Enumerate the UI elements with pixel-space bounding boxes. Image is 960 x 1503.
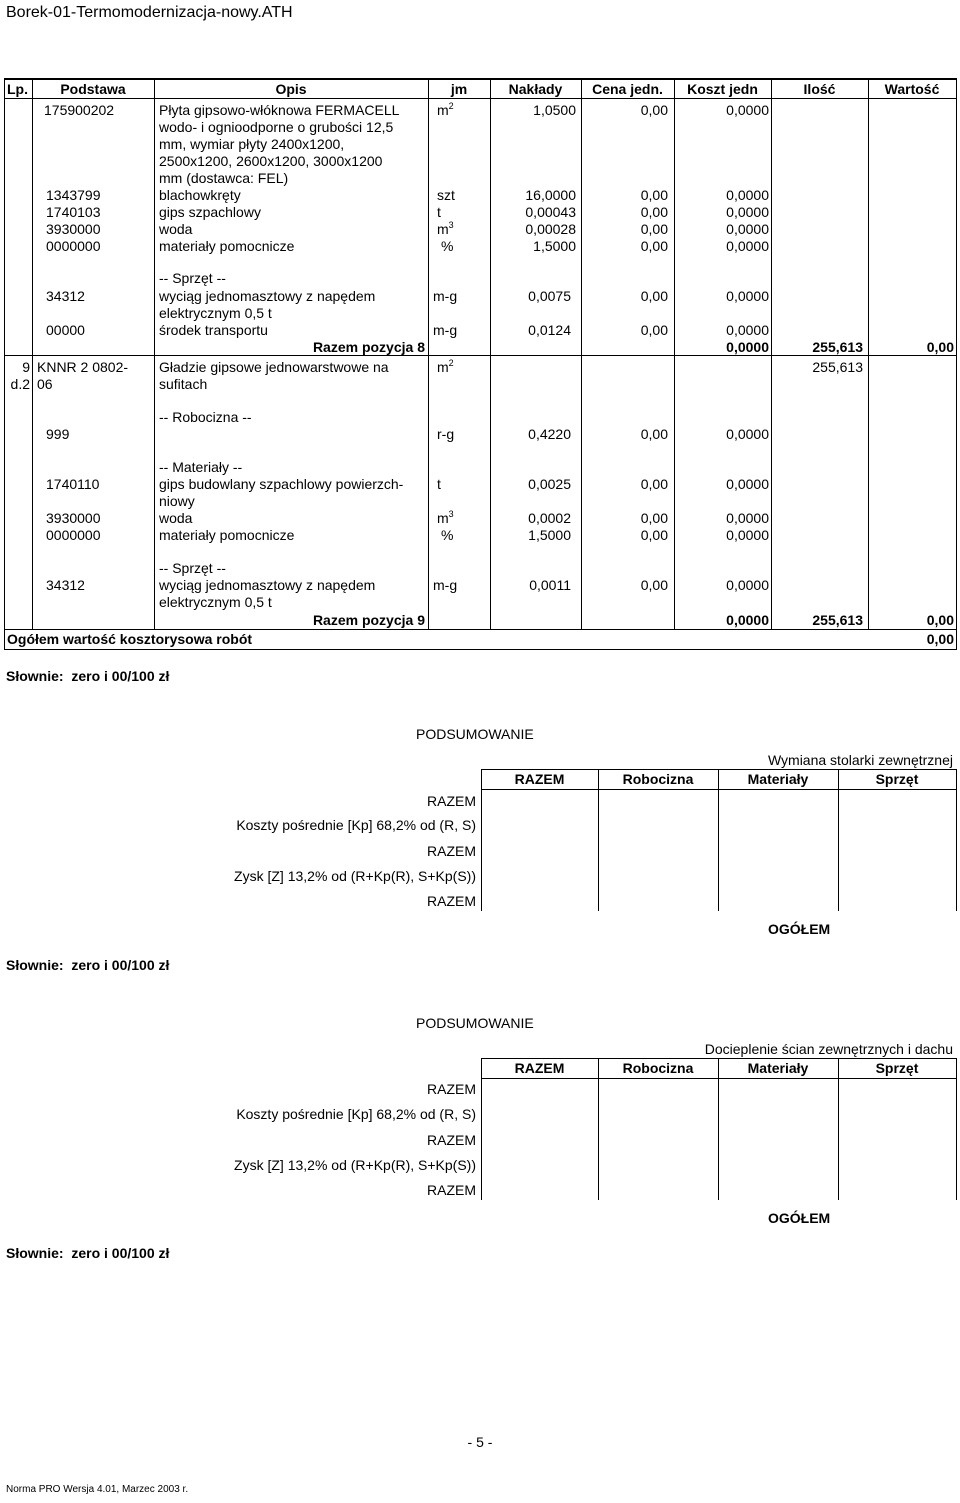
table-row-naklady: 0,0025 (528, 476, 571, 492)
table-row-code: 0000000 (46, 527, 101, 543)
table-row-desc: elektrycznym 0,5 t (159, 305, 272, 321)
table-row-koszt: 0,0000 (726, 527, 769, 543)
summary-row-label: RAZEM (427, 1182, 476, 1198)
summary-ogolem: OGÓŁEM (768, 921, 831, 937)
table-row-koszt: 0,0000 (726, 204, 769, 220)
header-wartosc: Wartość (884, 81, 940, 97)
summary-section-name: Docieplenie ścian zewnętrznych i dachu (704, 1041, 953, 1057)
grand-total-label: Ogółem wartość kosztorysowa robót (7, 631, 253, 647)
table-row-koszt: 0,0000 (726, 187, 769, 203)
table-row-desc: woda (159, 510, 193, 526)
table-row-jm: % (441, 527, 454, 543)
summary-col-sprzet: Sprzęt (875, 1060, 919, 1076)
table-row-desc: mm, wymiar płyty 2400x1200, (159, 136, 345, 152)
summary-row-label: Zysk [Z] 13,2% od (R+Kp(R), S+Kp(S)) (234, 1157, 476, 1173)
table-row-cena: 0,00 (640, 238, 668, 254)
header-ilosc: Ilość (803, 81, 836, 97)
grand-total-value: 0,00 (926, 631, 954, 647)
summary-title: PODSUMOWANIE (416, 726, 534, 742)
summary-col-sprzet: Sprzęt (875, 771, 919, 787)
slownie-line (6, 957, 169, 974)
table-row-desc: niowy (159, 493, 195, 509)
summary-title: PODSUMOWANIE (416, 1015, 534, 1031)
table-row-koszt: 0,0000 (726, 238, 769, 254)
total-wartosc-pos9: 0,00 (926, 612, 954, 628)
table-row-desc: 2500x1200, 2600x1200, 3000x1200 (159, 153, 383, 169)
document-title: Borek-01-Termomodernizacja-nowy.ATH (6, 4, 293, 21)
summary-row-label: RAZEM (427, 843, 476, 859)
table-row-cena: 0,00 (640, 187, 668, 203)
lp-number: 9 (22, 359, 30, 375)
table-row-cena: 0,00 (640, 510, 668, 526)
table-row-cena: 0,00 (640, 426, 668, 442)
position-jm: $m^2$ (437, 358, 454, 375)
summary-section-name: Wymiana stolarki zewnętrznej (767, 752, 953, 768)
table-row-jm: m-g (433, 577, 458, 593)
header-opis: Opis (275, 81, 307, 97)
table-row-desc: mm (dostawca: FEL) (159, 170, 289, 186)
lp-detail: d.2 (10, 376, 30, 392)
total-koszt-pos9: 0,0000 (726, 612, 769, 628)
table-row-koszt: 0,0000 (726, 288, 769, 304)
table-row-naklady: 0,0011 (529, 577, 571, 593)
slownie-label: Słownie: (6, 668, 64, 684)
table-row-naklady: 1,0500 (533, 102, 576, 118)
total-label-pos8: Razem pozycja 8 (312, 339, 425, 355)
table-row-desc: gips budowlany szpachlowy powierzch- (159, 476, 404, 492)
table-row-cena: 0,00 (640, 476, 668, 492)
total-ilosc-pos8: 255,613 (812, 339, 863, 355)
slownie-value: zero i 00/100 zł (71, 668, 170, 684)
table-row-code: 00000 (46, 322, 85, 338)
total-koszt-pos8: 0,0000 (726, 339, 769, 355)
table-row-jm: szt (437, 187, 455, 203)
table-row-koszt: 0,0000 (726, 577, 769, 593)
section-header-sprzet: -- Sprzęt -- (159, 270, 226, 286)
table-row-cena: 0,00 (640, 577, 668, 593)
position-desc: sufitach (159, 376, 208, 392)
software-footer: Norma PRO Wersja 4.01, Marzec 2003 r. (6, 1484, 189, 1495)
table-row-desc: środek transportu (159, 322, 268, 338)
slownie-label: Słownie: (6, 1245, 64, 1261)
table-row-cena: 0,00 (640, 204, 668, 220)
summary-col-materialy: Materiały (747, 1060, 809, 1076)
table-row-desc: materiały pomocnicze (159, 527, 295, 543)
table-row-desc: elektrycznym 0,5 t (159, 594, 272, 610)
header-naklady: Nakłady (508, 81, 563, 97)
table-row-koszt: 0,0000 (726, 322, 769, 338)
summary-row-label: RAZEM (427, 793, 476, 809)
header-cena-jedn: Cena jedn. (592, 81, 663, 97)
header-jm: jm (450, 81, 468, 97)
summary-col-razem: RAZEM (514, 1060, 565, 1076)
table-row-koszt: 0,0000 (726, 221, 769, 237)
table-row-naklady: 0,0075 (528, 288, 571, 304)
section-header-robocizna: -- Robocizna -- (159, 409, 252, 425)
table-row-naklady: 16,0000 (525, 187, 576, 203)
podstawa-code: KNNR 2 0802- (37, 359, 129, 375)
table-row-desc: gips szpachlowy (159, 204, 261, 220)
table-row-jm: r-g (437, 426, 455, 442)
table-row-koszt: 0,0000 (726, 510, 769, 526)
table-row-cena: 0,00 (640, 221, 668, 237)
table-row-desc: wyciąg jednomasztowy z napędem (159, 288, 376, 304)
summary-col-robocizna: Robocizna (622, 771, 694, 787)
total-label-pos9: Razem pozycja 9 (312, 612, 425, 628)
table-row-code: 1343799 (46, 187, 101, 203)
table-row-naklady: 1,5000 (533, 238, 576, 254)
slownie-value: zero i 00/100 zł (71, 1245, 170, 1261)
table-row-jm: $m^2$ (437, 101, 454, 118)
table-row-code: 999 (46, 426, 70, 442)
summary-row-label: Zysk [Z] 13,2% od (R+Kp(R), S+Kp(S)) (234, 868, 476, 884)
table-row-cena: 0,00 (640, 102, 668, 118)
section-header-sprzet: -- Sprzęt -- (159, 560, 226, 576)
table-row-desc: materiały pomocnicze (159, 238, 295, 254)
table-row-desc: wyciąg jednomasztowy z napędem (159, 577, 376, 593)
table-row-naklady: 1,5000 (528, 527, 571, 543)
summary-col-materialy: Materiały (747, 771, 809, 787)
table-row-naklady: 0,4220 (528, 426, 571, 442)
page-number: - 5 - (467, 1434, 493, 1450)
position-desc: Gładzie gipsowe jednowarstwowe na (159, 359, 389, 375)
header-lp: Lp. (7, 81, 28, 97)
table-row-code: 34312 (46, 577, 85, 593)
podstawa-code: 06 (37, 376, 53, 392)
summary-ogolem: OGÓŁEM (768, 1210, 831, 1226)
summary-col-robocizna: Robocizna (622, 1060, 694, 1076)
table-row-jm: m-g (433, 288, 458, 304)
summary-row-label: RAZEM (427, 1132, 476, 1148)
summary-row-label: Koszty pośrednie [Kp] 68,2% od (R, S) (236, 1106, 476, 1122)
table-row-cena: 0,00 (640, 288, 668, 304)
table-row-cena: 0,00 (640, 527, 668, 543)
table-row-naklady: 0,0002 (528, 510, 571, 526)
position-ilosc: 255,613 (812, 359, 863, 375)
header-podstawa: Podstawa (60, 81, 126, 97)
header-koszt-jedn: Koszt jedn (687, 81, 758, 97)
table-row-jm: m-g (433, 322, 458, 338)
table-row-desc: woda (159, 221, 193, 237)
table-row-jm: $m^3$ (437, 220, 454, 237)
table-row-jm: $m^3$ (437, 509, 454, 526)
table-row-code: 1740103 (46, 204, 101, 220)
table-row-code: 1740110 (46, 476, 100, 492)
table-row-desc: blachowkręty (159, 187, 241, 203)
slownie-label: Słownie: (6, 957, 64, 973)
table-row-koszt: 0,0000 (726, 102, 769, 118)
table-row-naklady: 0,00043 (525, 204, 576, 220)
table-row-desc: wodo- i ognioodporne o grubości 12,5 (159, 119, 394, 135)
section-header-materialy: -- Materiały -- (159, 459, 243, 475)
table-row-code: 175900202 (44, 102, 115, 118)
slownie-value: zero i 00/100 zł (71, 957, 170, 973)
table-row-koszt: 0,0000 (726, 476, 769, 492)
table-row-jm: % (441, 238, 454, 254)
table-row-cena: 0,00 (640, 322, 668, 338)
table-row-code: 3930000 (46, 221, 101, 237)
summary-row-label: RAZEM (427, 1081, 476, 1097)
summary-row-label: Koszty pośrednie [Kp] 68,2% od (R, S) (236, 817, 476, 833)
table-row-code: 34312 (46, 288, 85, 304)
table-row-desc: Płyta gipsowo-włóknowa FERMACELL (159, 102, 400, 118)
total-wartosc-pos8: 0,00 (926, 339, 954, 355)
table-row-koszt: 0,0000 (726, 426, 769, 442)
summary-row-label: RAZEM (427, 893, 476, 909)
slownie-line (6, 1245, 169, 1262)
total-ilosc-pos9: 255,613 (812, 612, 863, 628)
table-row-naklady: 0,00028 (525, 221, 576, 237)
table-row-code: 3930000 (46, 510, 101, 526)
table-row-naklady: 0,0124 (528, 322, 571, 338)
table-row-jm: t (437, 204, 441, 220)
summary-col-razem: RAZEM (514, 771, 565, 787)
table-row-jm: t (437, 476, 441, 492)
slownie-line (6, 668, 169, 685)
table-row-code: 0000000 (46, 238, 101, 254)
